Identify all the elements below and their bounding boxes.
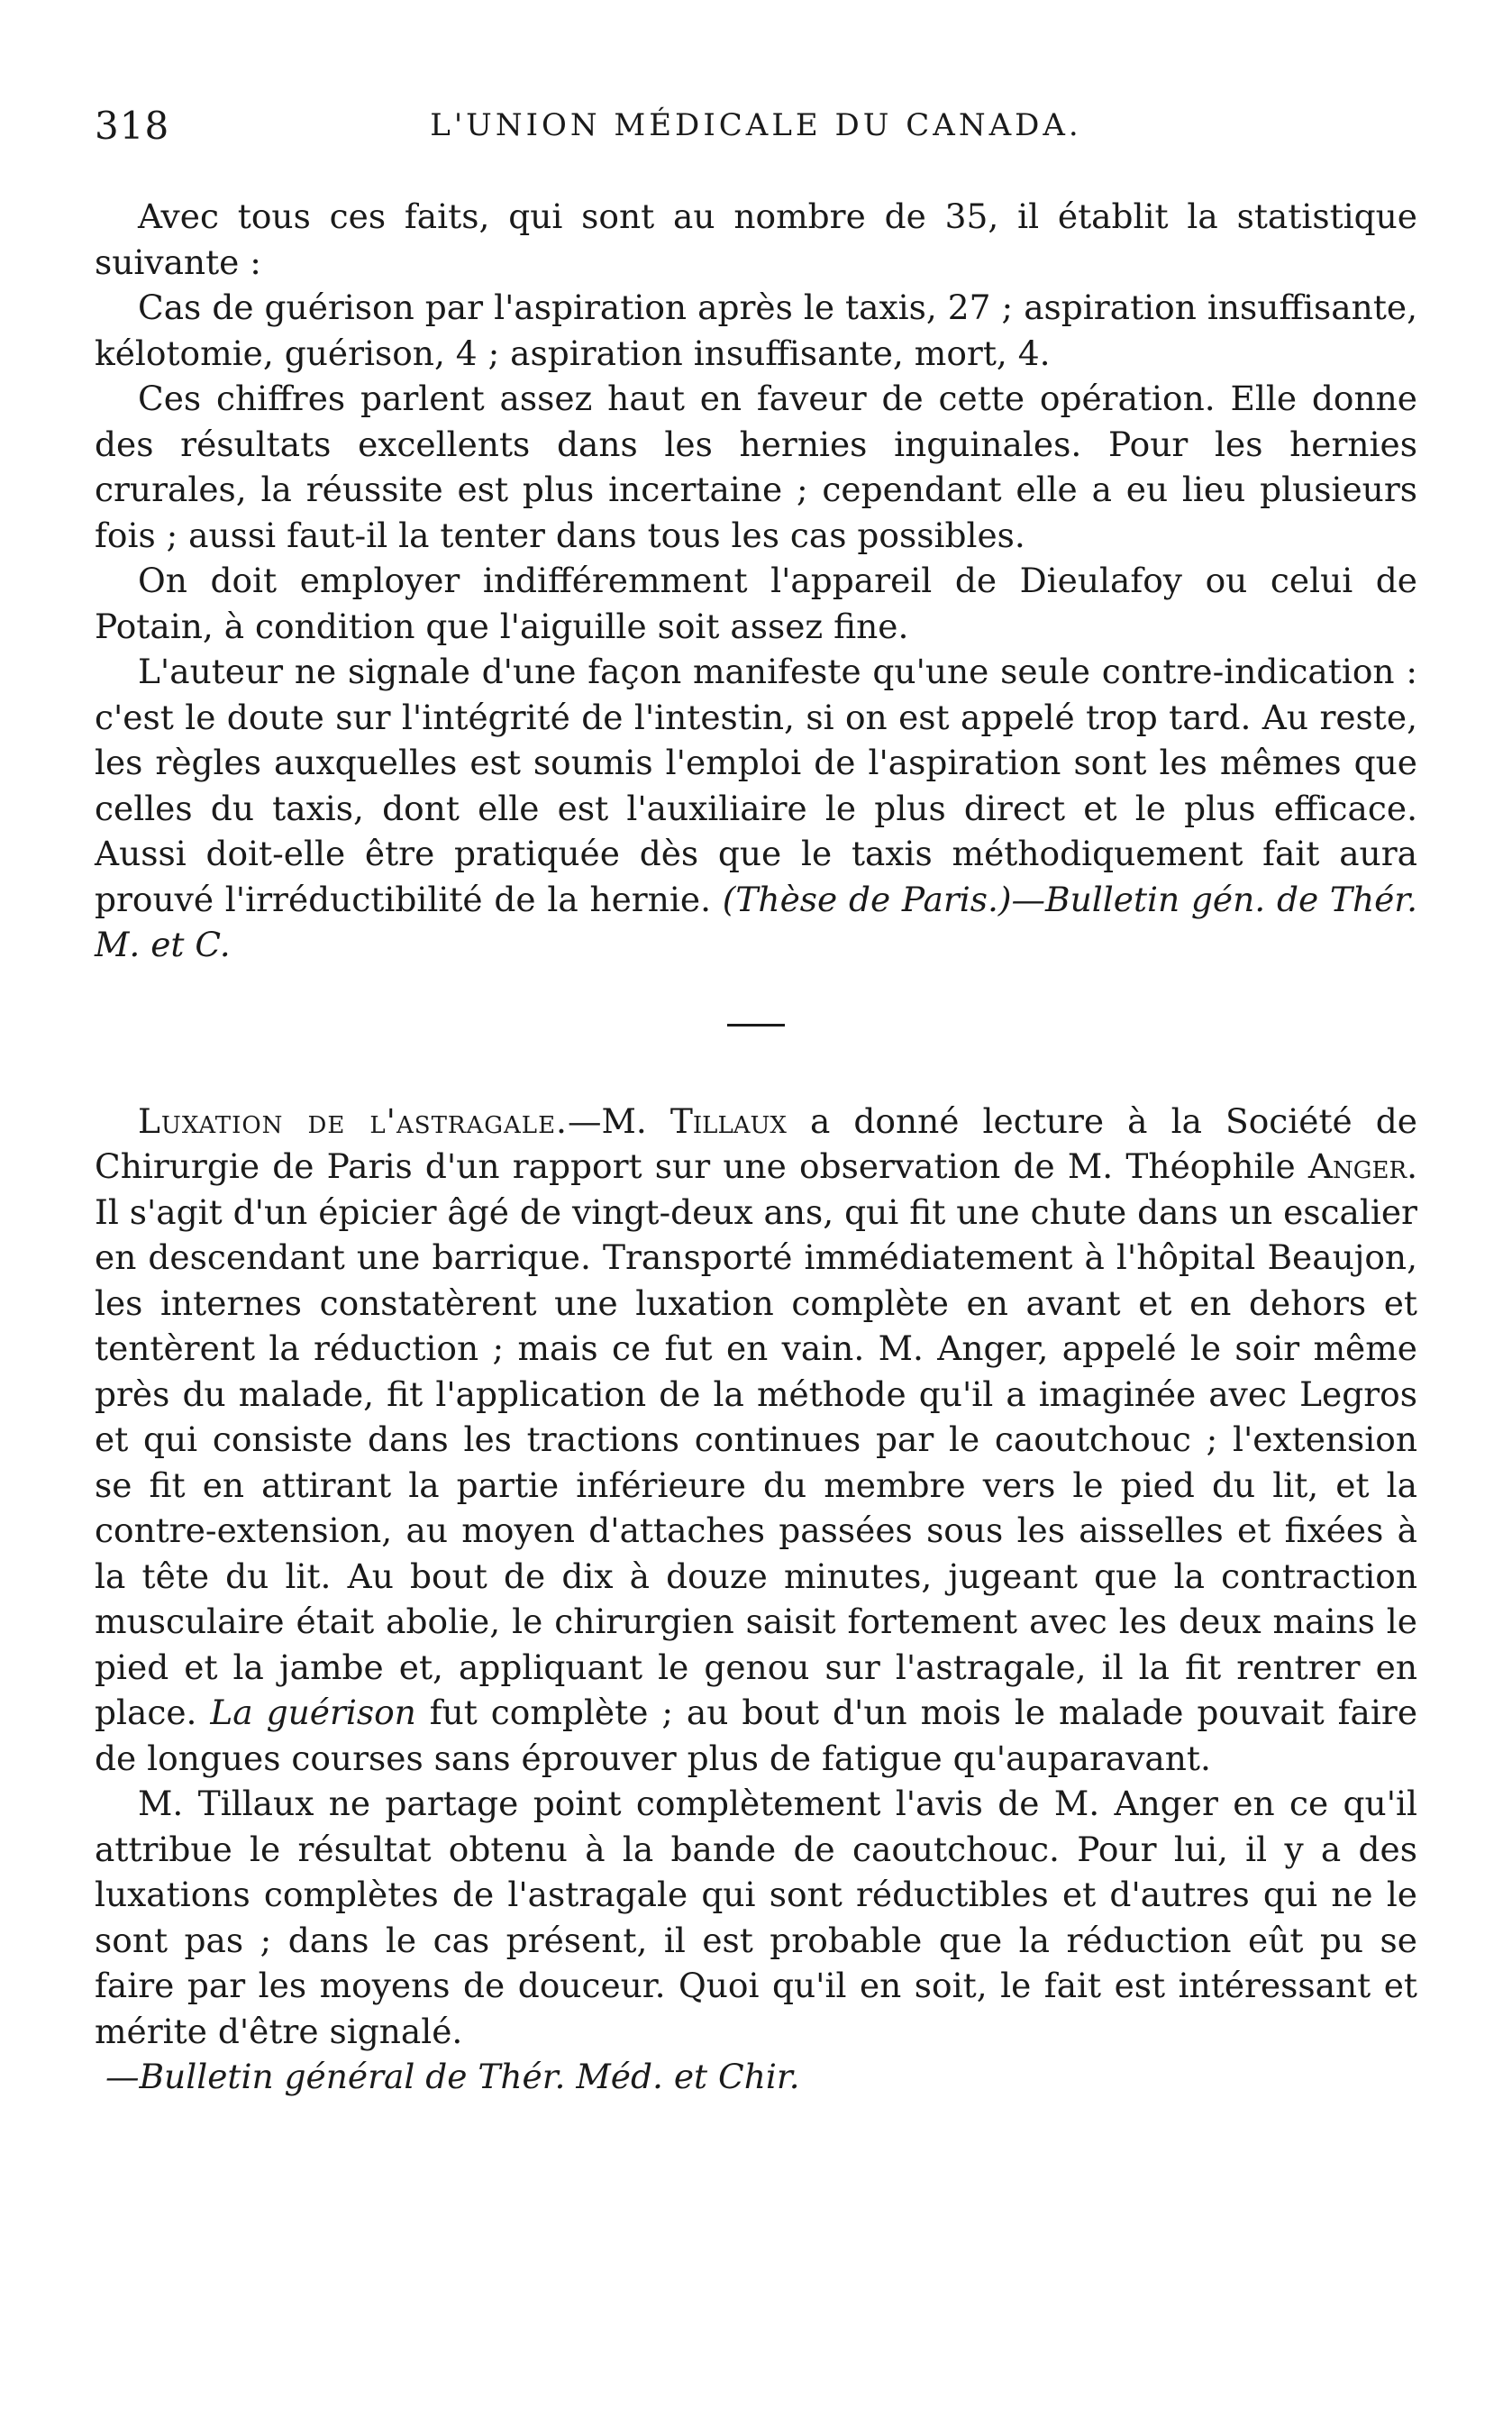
paragraph-luxation-report	[95, 1099, 1417, 1782]
final-source-citation: —Bulletin général de Thér. Méd. et Chir.	[105, 2057, 800, 2096]
name-anger: Anger	[1307, 1146, 1407, 1186]
report-text-b: a donné lecture à la Société de Chirurgie de Paris d'un rapport sur une observation de M. Théophile	[95, 1100, 1418, 1186]
italic-guerison: La guérison	[210, 1693, 416, 1732]
section-title: Luxation de l'astragale.	[138, 1100, 568, 1141]
running-head	[95, 86, 1417, 149]
page-number: 318	[95, 104, 170, 148]
contraindication-text: L'auteur ne signale d'une façon manifeste qu'une seule contre-indication : c'est le doute sur l'intégrité de l'intestin, si on est appelé trop tard. Au reste, les règles auxquelles est soumis l'emploi de l'aspiration sont les mêmes que celles du taxis, dont elle est l'auxiliaire le plus direct et le plus efficace. Aussi doit-elle être pratiquée dès que le taxis méthodiquement fait aura prouvé l'irréductibilité de la hernie.	[95, 652, 1417, 919]
article-aspiration	[95, 194, 1417, 968]
report-text-c: . Il s'agit d'un épicier âgé de vingt-deux ans, qui fit une chute dans un escalier en descendant une barrique. Transporté immédiatement à l'hôpital Beaujon, les internes constatèrent une luxation complète en avant et en dehors et tentèrent la réduction ; mais ce fut en vain. M. Anger, appelé le soir même près du malade, fit l'application de la méthode qu'il a imaginée avec Legros et qui consiste dans les tractions continues par le caoutchouc ; l'extension se fit en attirant la partie inférieure du membre vers le pied du lit, et la contre-extension, au moyen d'attaches passées sous les aisselles et fixées à la tête du lit. Au bout de dix à douze minutes, jugeant que la contraction musculaire était abolie, le chirurgien saisit fortement avec les deux mains le pied et la jambe et, appliquant le genou sur l'astragale, il la fit rentrer en place.	[95, 1146, 1417, 1732]
paragraph-tillaux-opinion: M. Tillaux ne partage point complètement l'avis de M. Anger en ce qu'il attribue le résultat obtenu à la bande de caoutchouc. Pour lui, il y a des luxations complètes de l'astragale qui sont réductibles et d'autres qui ne le sont pas ; dans le cas présent, il est probable que la réduction eût pu se faire par les moyens de douceur. Quoi qu'il en soit, le fait est intéressant et mérite d'être signalé.	[95, 1784, 1417, 2051]
report-text-d: fut complète ; au bout d'un mois le malade pouvait faire de longues courses sans éprouver plus de fatigue qu'auparavant.	[95, 1693, 1418, 1778]
paragraph-apparatus: On doit employer indifféremment l'appareil de Dieulafoy ou celui de Potain, à condition que l'aiguille soit assez fine.	[95, 561, 1417, 646]
report-text-a: —M.	[567, 1100, 670, 1141]
source-citation: (Thèse de Paris.)—Bulletin gén. de Thér. M. et C.	[95, 879, 1418, 964]
section-divider	[727, 1024, 785, 1027]
name-tillaux: Tillaux	[669, 1100, 787, 1141]
paragraph-statistics-intro: Avec tous ces faits, qui sont au nombre de 35, il établit la statistique suivante :	[95, 196, 1417, 282]
paragraph-results: Ces chiffres parlent assez haut en faveur de cette opération. Elle donne des résultats excellents dans les hernies inguinales. Pour les hernies crurales, la réussite est plus incertaine ; cependant elle a eu lieu plusieurs fois ; aussi faut-il la tenter dans tous les cas possibles.	[95, 379, 1417, 555]
paragraph-statistics-cases: Cas de guérison par l'aspiration après le taxis, 27 ; aspiration insuffisante, kélotomie, guérison, 4 ; aspiration insuffisante, mort, 4.	[95, 287, 1417, 373]
article-astragale	[95, 1099, 1417, 2100]
journal-title: L'UNION MÉDICALE DU CANADA.	[430, 107, 1082, 143]
paragraph-contraindication	[95, 649, 1417, 968]
